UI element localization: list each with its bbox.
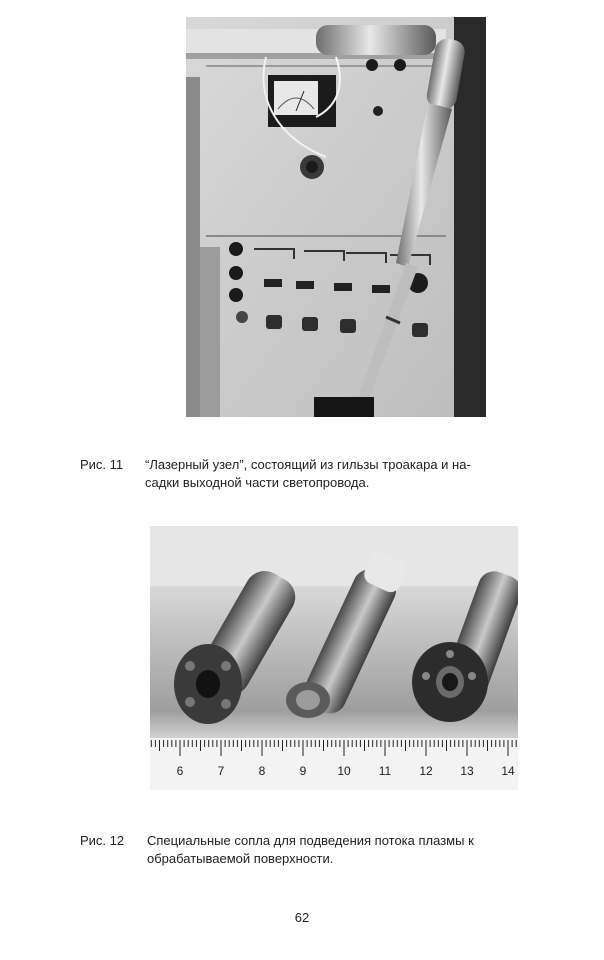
ruler-number: 10 [337,764,351,778]
page-number: 62 [294,910,310,925]
caption-line: обрабатываемой поверхности. [147,851,334,866]
caption-line: “Лазерный узел”, состоящий из гильзы троакара и на- [145,457,471,472]
caption-line: Специальные сопла для подведения потока плазмы к [147,833,474,848]
figure-11-caption [80,456,530,496]
figure-11-label: Рис. 11 [80,457,124,472]
figure-12-photo [150,526,518,790]
figure-11-caption-text [145,456,530,492]
ruler-number: 11 [378,764,392,778]
ruler-number: 6 [176,764,184,778]
figure-12-caption [80,832,530,872]
ruler-number: 8 [258,764,266,778]
figure-12-label: Рис. 12 [80,833,125,848]
ruler-number: 14 [501,764,515,778]
figure-12-caption-text [147,832,530,868]
ruler-number: 9 [299,764,307,778]
figure-11-photo [186,17,486,417]
ruler-number: 12 [419,764,433,778]
ruler-number: 7 [217,764,225,778]
caption-line: садки выходной части светопровода. [145,475,370,490]
ruler-number: 13 [460,764,474,778]
